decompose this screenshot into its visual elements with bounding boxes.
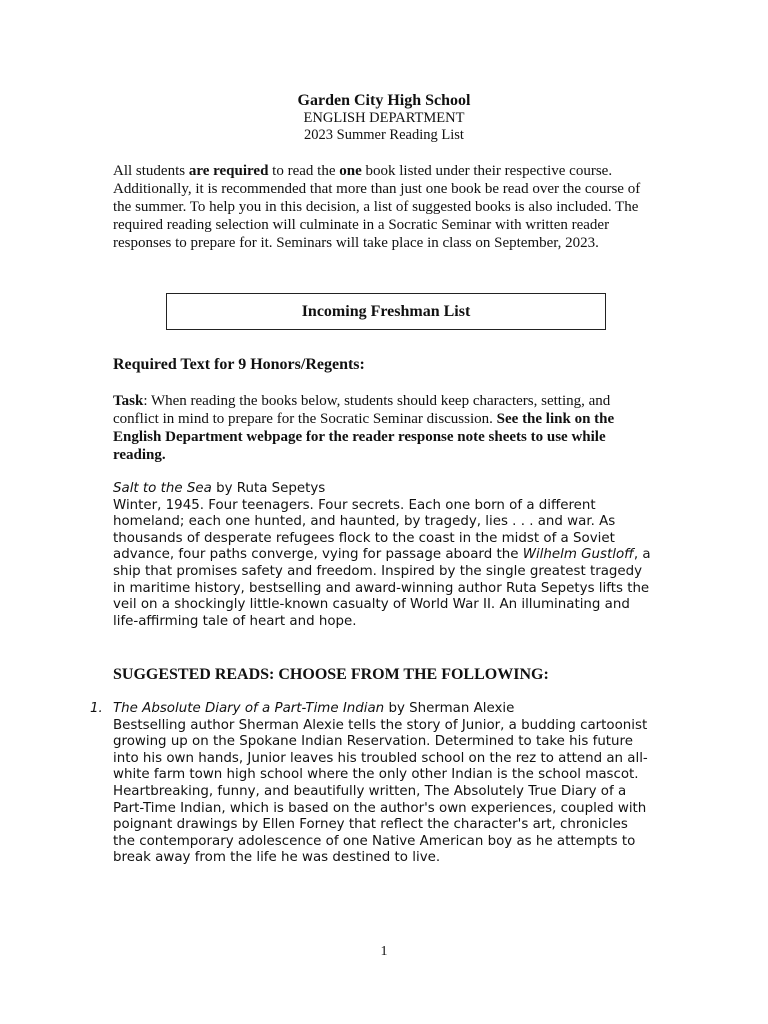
intro-text-1: All students [113, 163, 189, 179]
suggested-book-desc: Bestselling author Sherman Alexie tells the story of Junior, a budding cartoonist growing up on the Spokane Indian Reservation. Determined to take his future into his own hands, Junior leaves his troubled school on the rez to attend an all-white farm town high school where the only other Indian is the school mascot. Heartbreaking, funny, and beautifully written, The Absolutely True Diary of a Part-Time Indian, which is based on the author's own experiences, coupled with poignant drawings by Ellen Forney that reflect the character's art, chronicles the contemporary adolescence of one Native American boy as he attempts to break away from the life he was destined to live. [113, 717, 648, 866]
required-book [113, 481, 653, 630]
intro-text-2: to read the [268, 163, 340, 179]
required-heading: Required Text for 9 Honors/Regents: [113, 356, 365, 373]
section-box-freshman: Incoming Freshman List [166, 293, 606, 330]
task-label: Task [113, 393, 144, 409]
document-header [0, 92, 768, 144]
school-name: Garden City High School [297, 92, 471, 109]
task-paragraph [113, 392, 658, 464]
department-name: ENGLISH DEPARTMENT [303, 110, 465, 126]
intro-bold-required: are required [188, 163, 269, 179]
required-book-desc-1: Winter, 1945. Four teenagers. Four secrets. Each one born of a different homeland; each one hunted, and haunted, by tragedy, lies . . . and war. As thousands of desperate refugees flock to the coast in the midst of a Soviet advance, four paths converge, vying for passage aboard the [113, 497, 616, 563]
intro-bold-one: one [339, 163, 362, 179]
ship-name: Wilhelm Gustloff [522, 547, 634, 563]
task-text: : When reading the books below, students should keep characters, setting, and conflict in mind to prepare for the Socratic Seminar discussion. [113, 393, 611, 427]
suggested-book-author: by Sherman Alexie [384, 701, 515, 716]
reading-list-title: 2023 Summer Reading List [304, 127, 464, 143]
required-book-desc-2: , a ship that promises safety and freedom. Inspired by the single greatest tragedy in maritime history, bestselling and award-winning author Ruta Sepetys lifts the veil on a shockingly little-known casualty of World War II. An illuminating and life-affirming tale of heart and hope. [113, 547, 651, 629]
intro-text-3: book listed under their respective course. Additionally, it is recommended that more than just one book be read over the course of the summer. To help you in this decision, a list of suggested books is also included. The required reading selection will culminate in a Socratic Seminar with written reader responses to prepare for it. Seminars will take place in class on September, 2023. [113, 163, 641, 251]
list-item-number: 1. [90, 701, 103, 716]
intro-paragraph [113, 162, 658, 252]
suggested-heading: SUGGESTED READS: CHOOSE FROM THE FOLLOWING: [113, 666, 549, 683]
required-book-title: Salt to the Sea [113, 481, 212, 496]
list-item [113, 701, 648, 867]
suggested-book-title: The Absolute Diary of a Part-Time Indian [113, 701, 385, 716]
page-number: 1 [380, 944, 388, 959]
required-book-author: by Ruta Sepetys [211, 481, 326, 496]
task-bold-link-note: See the link on the English Department webpage for the reader response note sheets to use while reading. [113, 411, 615, 463]
